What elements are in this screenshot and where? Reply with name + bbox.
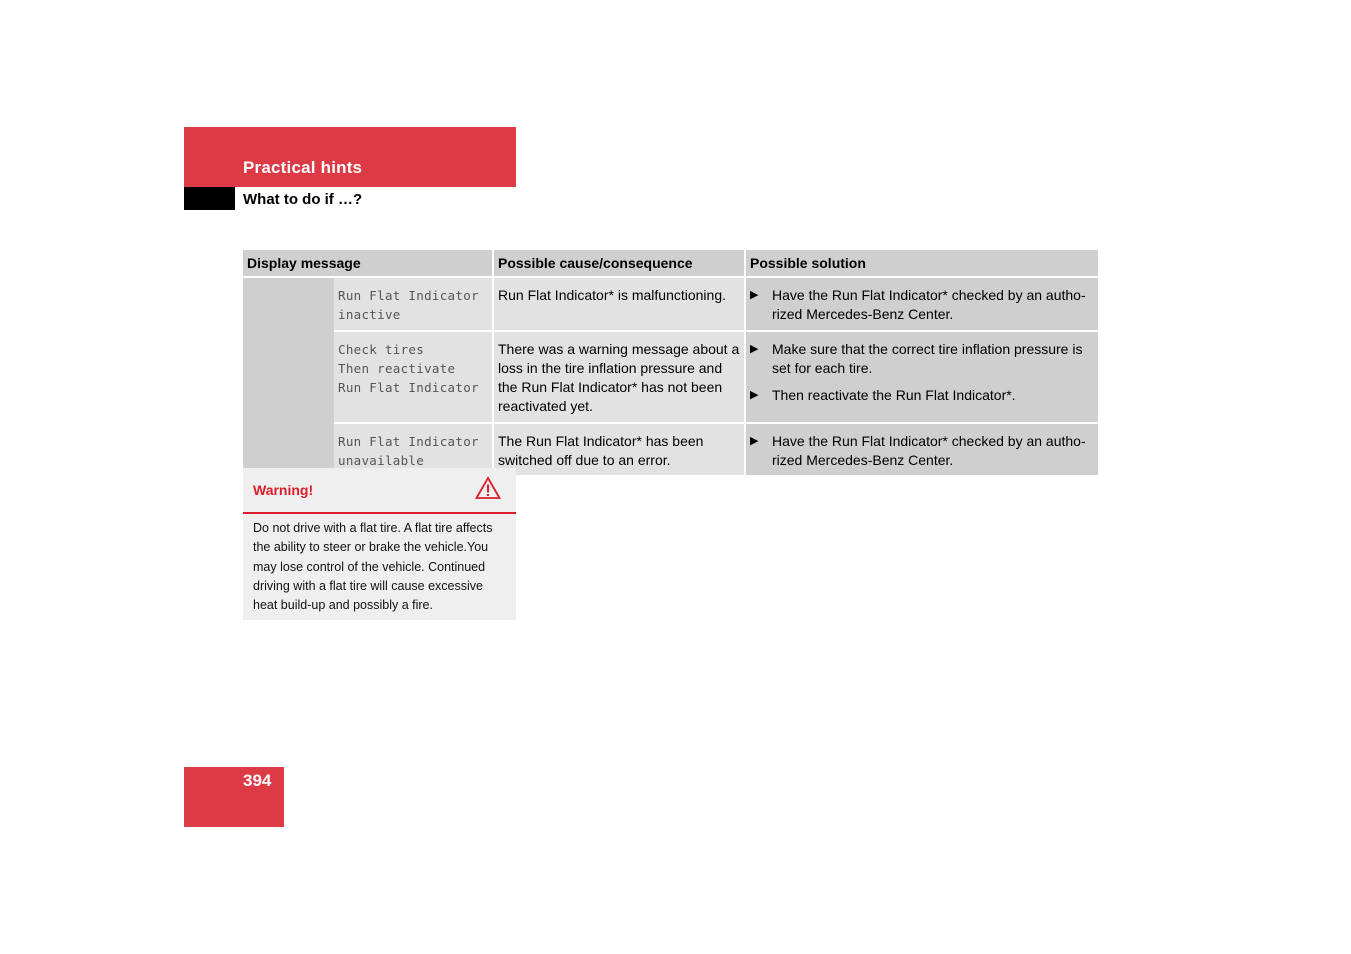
icon-column xyxy=(243,277,334,475)
solution-cell xyxy=(745,331,1098,423)
cause-text: There was a warning message about a loss in the tire inflation pressure and the Run Flat Indicator* has not been reactivated yet. xyxy=(493,331,745,423)
solution-step: ▶ Have the Run Flat Indicator* checked by an autho-rized Mercedes-Benz Center. xyxy=(750,432,1094,471)
warning-title: Warning! xyxy=(253,482,314,498)
cause-text: The Run Flat Indicator* has been switched off due to an error. xyxy=(493,423,745,476)
display-message: Run Flat Indicator unavailable xyxy=(334,423,493,476)
display-message: Run Flat Indicator inactive xyxy=(334,277,493,331)
solution-step: ▶ Then reactivate the Run Flat Indicator*. xyxy=(750,386,1094,405)
step-arrow-icon: ▶ xyxy=(750,289,759,301)
warning-box xyxy=(243,468,516,620)
display-message-table xyxy=(243,250,1098,475)
column-header-solution: Possible solution xyxy=(745,250,1098,277)
display-message: Check tires Then reactivate Run Flat Indicator xyxy=(334,331,493,423)
column-header-display: Display message xyxy=(243,250,493,277)
section-header-bar xyxy=(184,127,516,187)
step-arrow-icon: ▶ xyxy=(750,389,759,402)
warning-text: Do not drive with a flat tire. A flat tire affects the ability to steer or brake the vehicle.You may lose control of the vehicle. Continued driving with a flat tire will cause excessive heat build-up and possibly a fire. xyxy=(253,521,493,613)
step-arrow-icon: ▶ xyxy=(750,434,759,447)
column-header-cause: Possible cause/consequence xyxy=(493,250,745,277)
page-number: 394 xyxy=(243,771,272,790)
table-row xyxy=(243,331,1098,423)
solution-cell xyxy=(745,277,1098,331)
solution-step: ▶ Make sure that the correct tire inflation pressure is set for each tire. xyxy=(750,340,1094,379)
step-arrow-icon: ▶ xyxy=(750,342,759,355)
table-header-row xyxy=(243,250,1098,277)
solution-step: ▶ Have the Run Flat Indicator* checked by an autho-rized Mercedes-Benz Center. xyxy=(750,286,1094,325)
section-title: Practical hints xyxy=(243,158,363,177)
table-row xyxy=(243,277,1098,331)
solution-cell xyxy=(745,423,1098,476)
subsection-title: What to do if …? xyxy=(243,191,363,208)
warning-header xyxy=(243,468,516,514)
section-marker xyxy=(184,187,235,210)
warning-triangle-icon xyxy=(475,476,501,505)
cause-text: Run Flat Indicator* is malfunctioning. xyxy=(493,277,745,331)
